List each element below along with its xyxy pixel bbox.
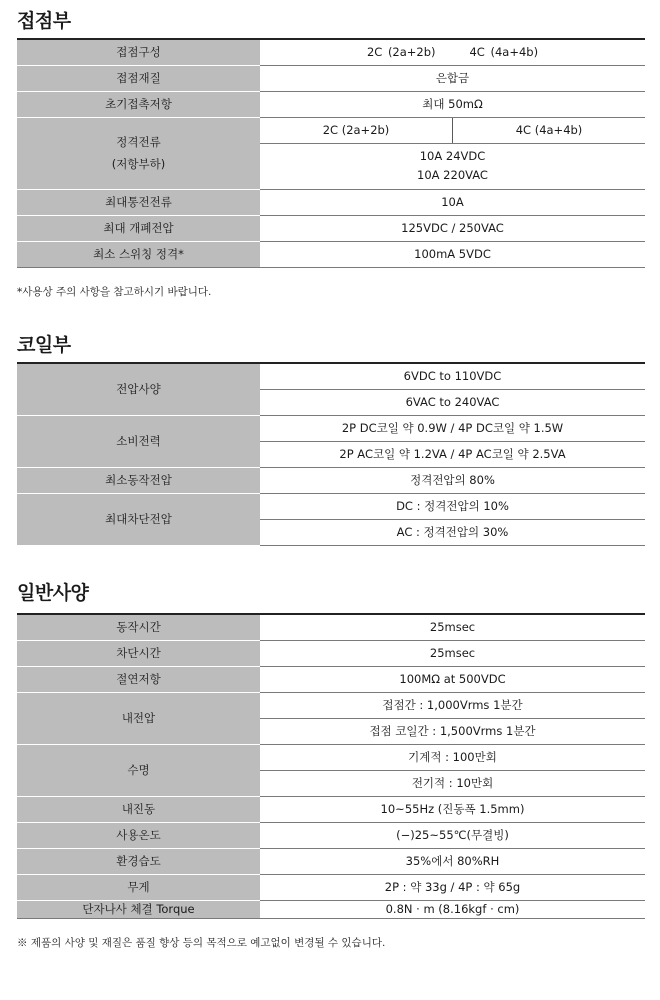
- table-row: [17, 241, 645, 267]
- row-value: 35%에서 80%RH: [260, 848, 645, 874]
- rated-current-label: 정격전류: [116, 135, 161, 149]
- table-row: [17, 848, 645, 874]
- row-label: [17, 117, 260, 189]
- row-value: 최대 50mΩ: [260, 91, 645, 117]
- row-value: 전기적 : 10만회: [260, 770, 645, 796]
- table-row: [17, 65, 645, 91]
- row-value: 10A: [260, 189, 645, 215]
- row-value: 100MΩ at 500VDC: [260, 666, 645, 692]
- rated-current-ac: 10A 220VAC: [417, 168, 488, 182]
- row-value: 10~55Hz (진동폭 1.5mm): [260, 796, 645, 822]
- row-label: 접점구성: [17, 39, 260, 65]
- row-label: 최대 개폐전압: [17, 215, 260, 241]
- table-row: [17, 640, 645, 666]
- row-value: 접점간 : 1,000Vrms 1분간: [260, 692, 645, 718]
- table-row: [17, 614, 645, 640]
- row-label: 최소 스위칭 정격*: [17, 241, 260, 267]
- row-label: 내진동: [17, 796, 260, 822]
- row-value: 2P DC코일 약 0.9W / 4P DC코일 약 1.5W: [260, 415, 645, 441]
- table-row: [17, 900, 645, 918]
- row-value: [260, 143, 645, 189]
- general-spec-table: [17, 613, 645, 919]
- table-row: [17, 822, 645, 848]
- row-value: (−)25~55℃(무결빙): [260, 822, 645, 848]
- contact-spec-table: [17, 38, 645, 268]
- row-value: 25msec: [260, 640, 645, 666]
- row-label: 전압사양: [17, 363, 260, 415]
- row-value: 정격전압의 80%: [260, 467, 645, 493]
- row-value: 6VDC to 110VDC: [260, 363, 645, 389]
- table-row: [17, 874, 645, 900]
- row-value: 접점 코일간 : 1,500Vrms 1분간: [260, 718, 645, 744]
- row-label: 동작시간: [17, 614, 260, 640]
- row-label: 수명: [17, 744, 260, 796]
- table-row: [17, 467, 645, 493]
- row-label: 최소동작전압: [17, 467, 260, 493]
- table-row: [17, 117, 645, 143]
- row-value: 6VAC to 240VAC: [260, 389, 645, 415]
- contact-note: *사용상 주의 사항을 참고하시기 바랍니다.: [17, 286, 212, 298]
- row-label: 최대차단전압: [17, 493, 260, 545]
- row-label: 무게: [17, 874, 260, 900]
- row-label: 단자나사 체결 Torque: [17, 900, 260, 918]
- contact-section-title: 접점부: [17, 10, 71, 32]
- rated-current-sublabel: (저항부하): [111, 157, 166, 171]
- table-row: [17, 39, 645, 65]
- table-row: [17, 666, 645, 692]
- row-value-2c: 2C (2a+2b): [260, 117, 453, 143]
- row-label: 사용온도: [17, 822, 260, 848]
- row-label: 환경습도: [17, 848, 260, 874]
- row-value: 2P : 약 33g / 4P : 약 65g: [260, 874, 645, 900]
- row-value: 100mA 5VDC: [260, 241, 645, 267]
- general-note: ※ 제품의 사양 및 재질은 품질 향상 등의 목적으로 예고없이 변경될 수 있습니다.: [17, 937, 386, 949]
- table-row: [17, 493, 645, 519]
- table-row: [17, 189, 645, 215]
- table-row: [17, 744, 645, 770]
- row-label: 차단시간: [17, 640, 260, 666]
- row-label: 초기접촉저항: [17, 91, 260, 117]
- row-value: 125VDC / 250VAC: [260, 215, 645, 241]
- row-value: 2C (2a+2b) 4C (4a+4b): [260, 39, 645, 65]
- row-label: 최대통전전류: [17, 189, 260, 215]
- table-row: [17, 363, 645, 389]
- row-label: 소비전력: [17, 415, 260, 467]
- row-label: 내전압: [17, 692, 260, 744]
- row-value: 0.8N · m (8.16kgf · cm): [260, 900, 645, 918]
- coil-spec-table: [17, 362, 645, 546]
- table-row: [17, 796, 645, 822]
- coil-section-title: 코일부: [17, 334, 71, 356]
- table-row: [17, 91, 645, 117]
- row-value: AC : 정격전압의 30%: [260, 519, 645, 545]
- row-value: DC : 정격전압의 10%: [260, 493, 645, 519]
- row-value: 기계적 : 100만회: [260, 744, 645, 770]
- row-value: 은합금: [260, 65, 645, 91]
- row-label: 접점재질: [17, 65, 260, 91]
- rated-current-dc: 10A 24VDC: [419, 149, 486, 163]
- table-row: [17, 215, 645, 241]
- table-row: [17, 415, 645, 441]
- row-value-4c: 4C (4a+4b): [453, 117, 646, 143]
- row-value: 2P AC코일 약 1.2VA / 4P AC코일 약 2.5VA: [260, 441, 645, 467]
- general-section-title: 일반사양: [17, 582, 89, 604]
- table-row: [17, 692, 645, 718]
- row-label: 절연저항: [17, 666, 260, 692]
- row-value: 25msec: [260, 614, 645, 640]
